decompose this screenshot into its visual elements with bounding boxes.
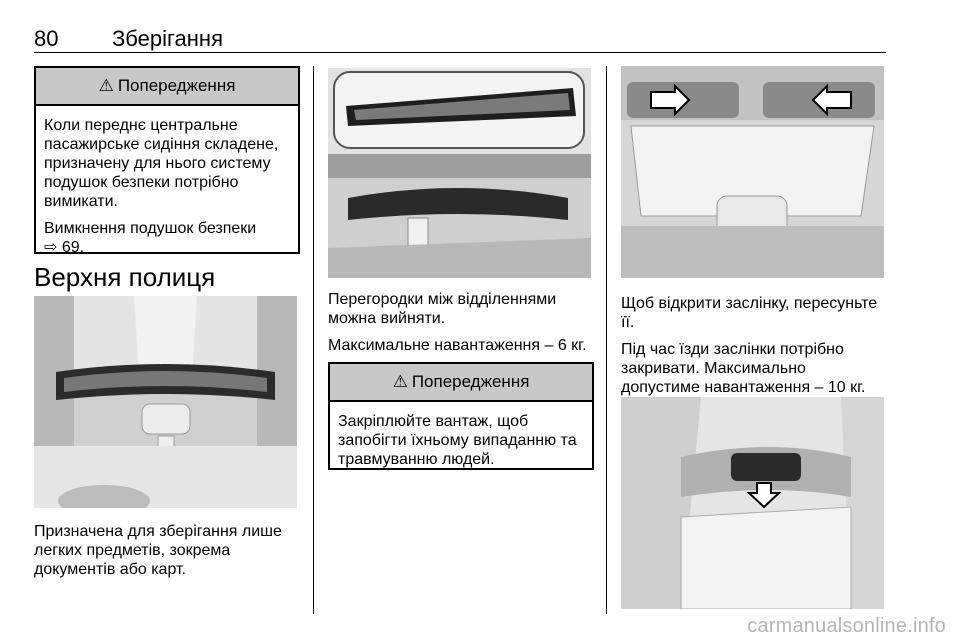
warning-reference (44, 219, 290, 257)
sliding-cover-figure (621, 66, 884, 278)
warning-header (36, 68, 298, 106)
rear-cargo-figure (621, 397, 884, 609)
column-divider-1 (313, 66, 314, 614)
warning-box-cargo (328, 362, 594, 470)
slide-cover-text: Щоб відкрити заслінку, пересуньте її. (621, 295, 878, 331)
warning-triangle-icon: ⚠ (98, 76, 114, 95)
page-ref-arrow-icon: ⇨ (44, 239, 58, 256)
page-number: 80 (34, 26, 59, 51)
col3-text (621, 294, 889, 405)
warning-title: Попередження (411, 372, 530, 391)
header-rule (34, 52, 886, 53)
section-heading: Верхня полиця (34, 262, 216, 292)
shelf-caption (34, 522, 299, 587)
warning-body (36, 106, 298, 265)
warning-triangle-icon: ⚠ (392, 372, 408, 391)
airbag-deactivation-text: Вимкнення подушок безпеки (44, 220, 257, 237)
warning-body (330, 402, 592, 477)
warning-box-airbag (34, 66, 300, 254)
compartment-figure (328, 68, 591, 278)
warning-header (330, 364, 592, 402)
warning-text: Коли переднє центральне пасажирське сидіння складене, призначену для нього систему подушок безпеки потрібно вимикати. (44, 117, 279, 210)
col2-text (328, 290, 593, 363)
max-load-6kg-text: Максимальне навантаження – 6 кг. (328, 337, 587, 354)
watermark: carmanualsonline.info (747, 615, 946, 637)
column-divider-2 (606, 66, 607, 614)
warning-title: Попередження (117, 76, 236, 95)
dividers-removable-text: Перегородки між відділеннями можна вийняти. (328, 291, 557, 327)
overhead-shelf-figure (34, 296, 297, 508)
shelf-caption-text: Призначена для зберігання лише легких предметів, зокрема документів або карт. (34, 523, 282, 578)
warning-text: Закріплюйте вантаж, щоб запобігти їхньому випаданню та травмуванню людей. (338, 413, 577, 468)
page-ref-link[interactable]: 69. (61, 239, 85, 256)
max-load-10kg-text: Під час їзди заслінки потрібно закривати. Максимально допустиме навантаження – 10 кг. (621, 341, 866, 396)
page-title: Зберігання (112, 26, 223, 51)
